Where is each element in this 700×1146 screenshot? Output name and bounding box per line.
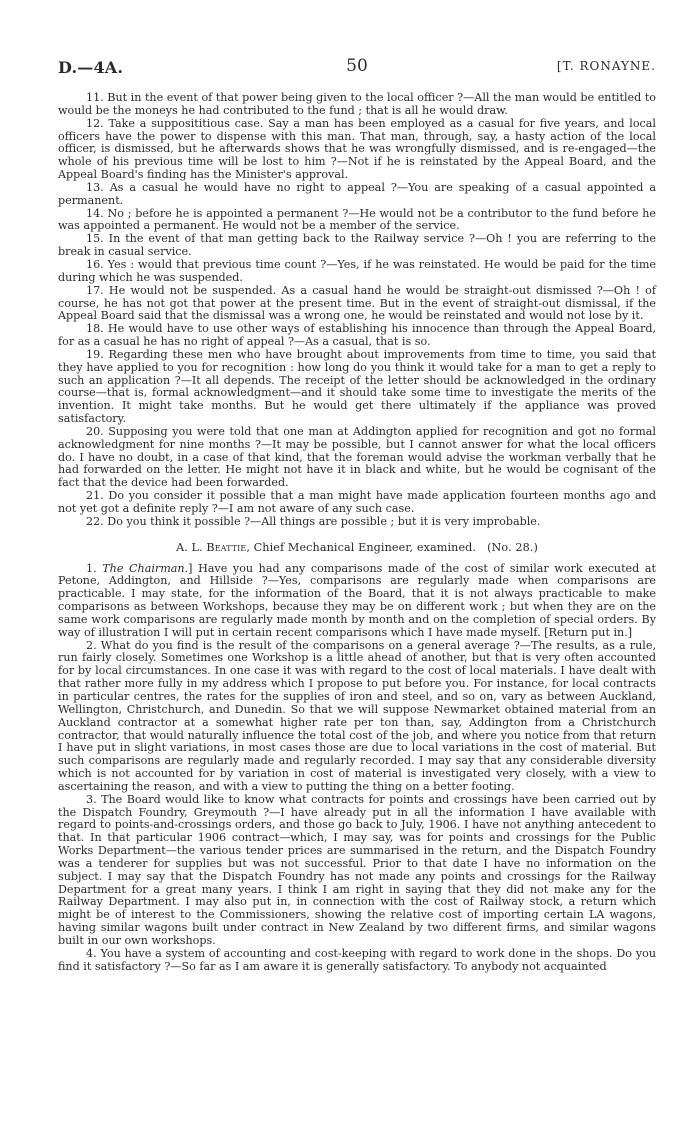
paragraph-number: 1. [86, 561, 97, 575]
paragraph: 4. You have a system of accounting and cost-keeping with regard to work done in the shops. Do you find it satisfactory ?—So far as I am aware it is generally satisfactory. To anybody not acquainted [58, 946, 656, 973]
paragraph-text: ] Have you had any comparisons made of the cost of similar work executed at Petone, Addington, and Hillside ?—Yes, comparisons are regularly made when comparisons are practicable. I may state, for the information of the Board, that it is not always practicable to make comparisons as between Workshops, because they may be on different work ; but when they are on the same work comparisons are regularly made month by month and on the completion of special orders. By way of illustration I will put in certain recent comparisons which I have made myself. [Return put in.] [58, 561, 656, 639]
witness-surname: Beattie [206, 540, 247, 554]
page-header [58, 56, 656, 78]
witness-description: , Chief Mechanical Engineer, examined. [246, 540, 477, 554]
testimony-part-1 [58, 92, 656, 529]
paragraph: 3. The Board would like to know what contracts for points and crossings have been carried out by the Dispatch Foundry, Greymouth ?—I have already put in all the information I have available with regard to points-and-crossings orders, and those go back to July, 1906. I have not anything antecedent to that. In that particular 1906 contract—which, I may say, was for points and crossings for the Public Works Department—the various tender prices are summarised in the return, and the Dispatch Foundry was a tenderer for supplies but was not successful. Prior to that date I have no information on the subject. I may say that the Dispatch Foundry has not made any points and crossings for the Railway Department for a great many years. I think I am right in saying that they did not make any for the Railway Department. I may also put in, in connection with the cost of Railway stock, a return which might be of interest to the Commissioners, showing the relative cost of importing certain LA wagons, having similar wagons built under contract in New Zealand by two different firms, and similar wagons built in our own workshops. [58, 792, 656, 947]
paragraph: 12. Take a supposititious case. Say a man has been employed as a casual for five years, and local officers have the power to dispense with this man. That man, through, say, a hasty action of the local officer, is dismissed, but he afterwards shows that he was wrongfully dismissed, and is re-engaged—the whole of his previous time will be lost to him ?—Not if he is reinstated by the Appeal Board, and the Appeal Board's finding has the Minister's approval. [58, 116, 656, 182]
paragraph: 11. But in the event of that power being given to the local officer ?—All the man would be entitled to would be the moneys he had contributed to the fund ; that is all he would draw. [58, 91, 656, 117]
witness-initials: A. L. [176, 540, 203, 554]
paragraph: 21. Do you consider it possible that a man might have made application fourteen months ago and not yet got a definite reply ?—I am not aware of any such case. [58, 489, 656, 515]
speaker-label: The Chairman. [102, 561, 189, 575]
paragraph: 20. Supposing you were told that one man at Addington applied for recognition and got no formal acknowledgment for nine months ?—It may be possible, but I cannot answer for what the local officers do. I have no doubt, in a case of that kind, that the foreman would advise the workman verbally that he had forwarded on the letter. He might not have it in black and white, but he would be cognisant of the fact that the device had been forwarded. [58, 424, 656, 490]
witness-heading [58, 542, 656, 555]
paragraph: 2. What do you find is the result of the comparisons on a general average ?—The results, as a rule, run fairly closely. Sometimes one Workshop is a little ahead of another, but that is very often accounted for by local circumstances. In one case it was with regard to the cost of local materials. I have dealt with that rather more fully in my address which I propose to put before you. For instance, for local contracts in particular centres, the rates for the supplies of iron and steel, and so on, vary as between Auckland, Wellington, Christchurch, and Dunedin. So that we will suppose Newmarket obtained material from an Auckland contractor at a somewhat higher rate per ton than, say, Addington from a Christchurch contractor, that would naturally influence the total cost of the job, and where you notice from that return I have put in slight variations, in most cases those are due to local variations in the cost of material. But such comparisons are regularly made and regularly recorded. I may say that any considerable diversity which is not accounted for by variation in cost of material is investigated very closely, with a view to ascertaining the reason, and with a view to putting the thing on a better footing. [58, 638, 656, 793]
page-number: 50 [346, 56, 368, 76]
paragraph: 19. Regarding these men who have brought about improvements from time to time, you said that they have applied to you for recognition : how long do you think it would take for a man to get a reply to such an application ?—It all depends. The receipt of the letter should be acknowledged in the ordinary course—that is, formal acknowledgment—and it should take some time to investigate the merits of the invention. It might take months. But he would get there ultimately if the appliance was proved satisfactory. [58, 347, 656, 426]
paragraph: 14. No ; before he is appointed a permanent ?—He would not be a contributor to the fund before he was appointed a permanent. He would not be a member of the service. [58, 206, 656, 233]
testimony-part-2 [58, 640, 656, 974]
paragraph: 17. He would not be suspended. As a casual hand he would be straight-out dismissed ?—Oh ! of course, he has not got that power at the present time. But in the event of straight-out dismissal, if the Appeal Board said that the dismissal was a wrong one, he would be reinstated and would not lose by it. [58, 283, 656, 323]
paragraph: 15. In the event of that man getting back to the Railway service ?—Oh ! you are referring to the break in casual service. [58, 232, 656, 259]
paragraph: 16. Yes : would that previous time count ?—Yes, if he was reinstated. He would be paid for the time during which he was suspended. [58, 257, 656, 284]
paragraph: 22. Do you think it possible ?—All things are possible ; but it is very improbable. [86, 514, 541, 528]
paragraph: 18. He would have to use other ways of establishing his innocence than through the Appeal Board, for as a casual he has no right of appeal ?—As a casual, that is so. [58, 322, 656, 349]
paragraph [58, 563, 656, 640]
document-reference: D.—4A. [58, 58, 124, 77]
document-body [58, 92, 656, 974]
witness-number: (No. 28.) [487, 540, 538, 554]
paragraph: 13. As a casual he would have no right to appeal ?—You are speaking of a casual appointed a permanent. [58, 180, 656, 207]
witness-name: [T. RONAYNE. [556, 59, 656, 73]
